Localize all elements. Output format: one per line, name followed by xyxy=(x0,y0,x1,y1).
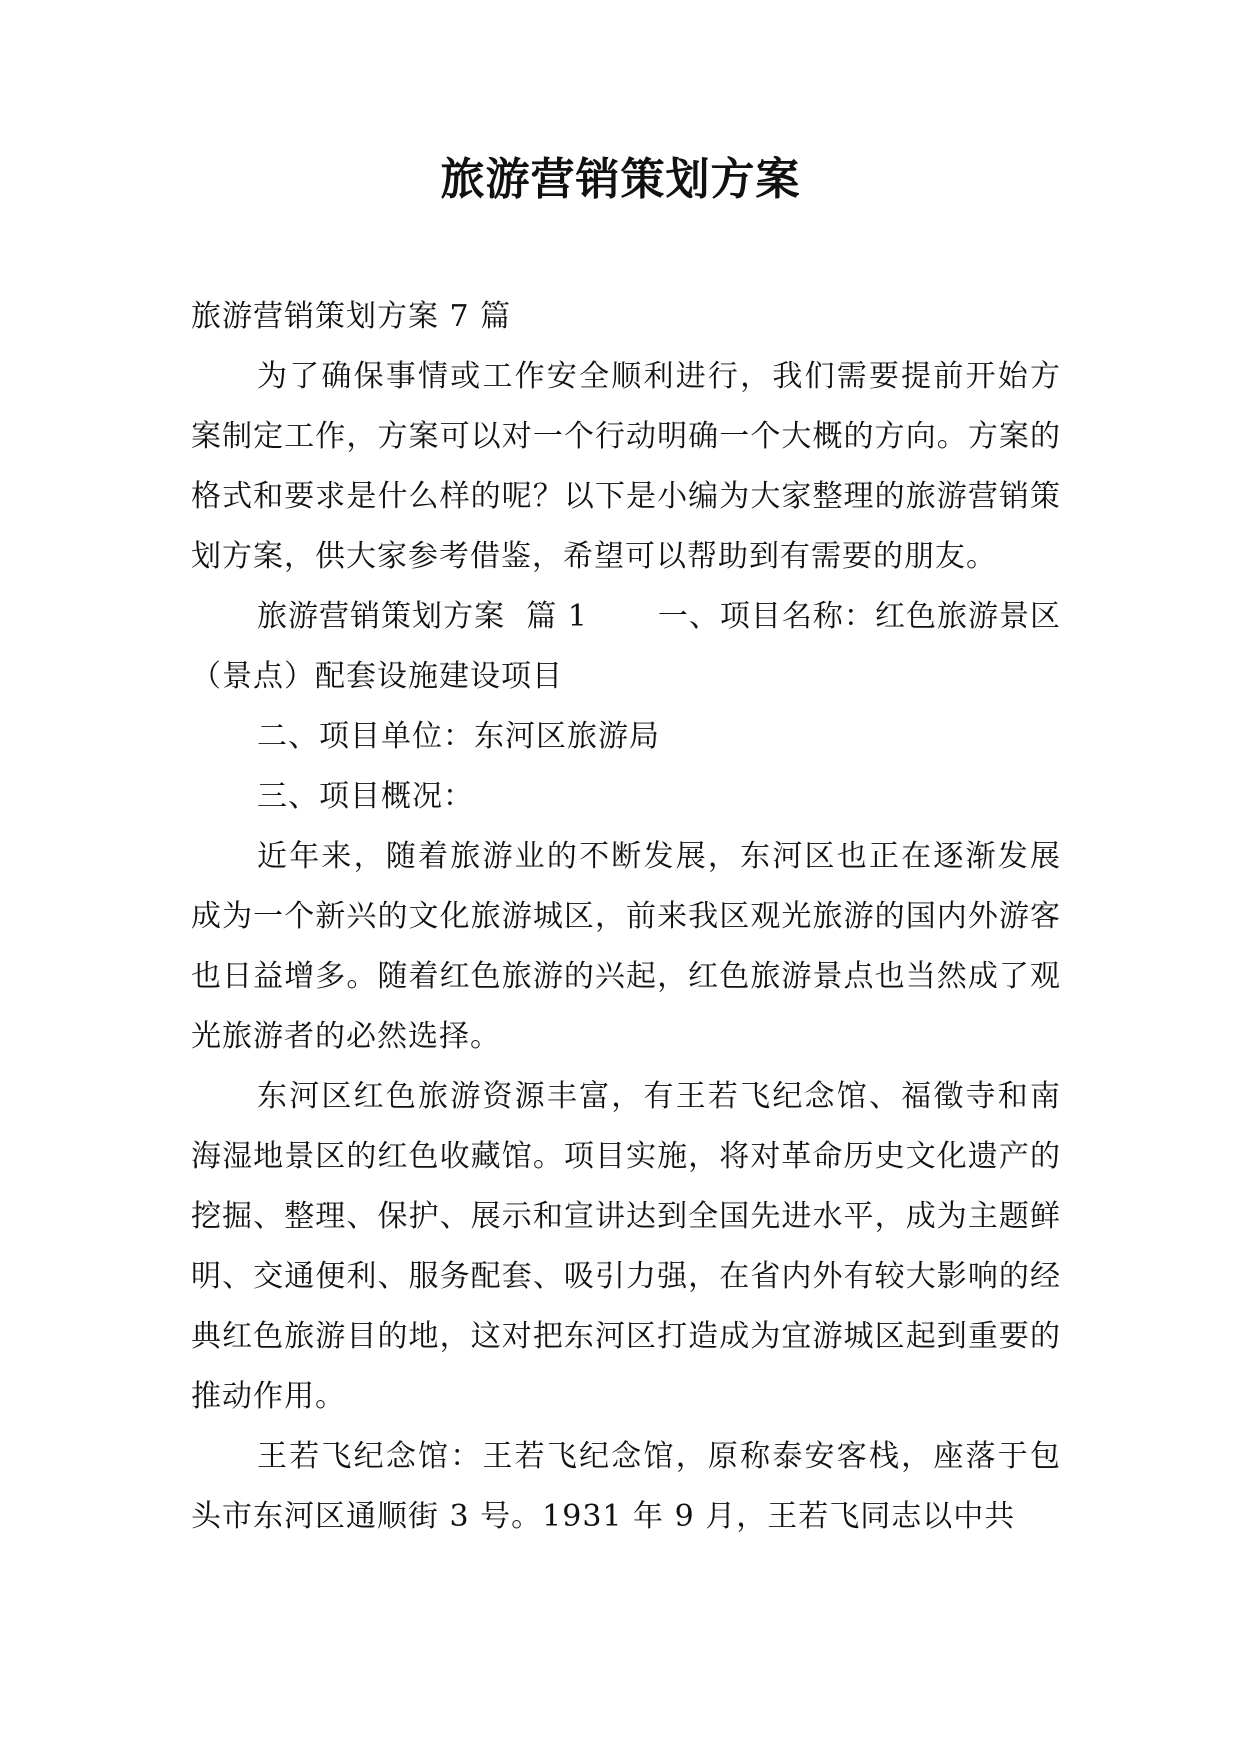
overview-paragraph-1: 近年来，随着旅游业的不断发展，东河区也正在逐渐发展成为一个新兴的文化旅游城区，前来我区观光旅游的国内外游客也日益增多。随着红色旅游的兴起，红色旅游景点也当然成了观光旅游者的必然选择。 xyxy=(191,839,1061,1054)
project-unit: 二、项目单位：东河区旅游局 xyxy=(257,719,660,754)
overview-paragraph-3: 王若飞纪念馆：王若飞纪念馆，原称泰安客栈，座落于包头市东河区通顺街 3 号。1931 年 9 月，王若飞同志以中共 xyxy=(191,1439,1061,1534)
project-name: 一、项目名称：红色旅游景区（景点）配套设施建设项目 xyxy=(191,599,1061,694)
document-title: 旅游营销策划方案 xyxy=(440,154,801,205)
section-1-paragraph xyxy=(191,587,1061,707)
section-1-heading: 旅游营销策划方案 篇 1 xyxy=(257,599,588,634)
document-body xyxy=(191,287,1061,1547)
document-subtitle: 旅游营销策划方案 7 篇 xyxy=(191,299,512,334)
overview-paragraph-2: 东河区红色旅游资源丰富，有王若飞纪念馆、福徵寺和南海湿地景区的红色收藏馆。项目实施，将对革命历史文化遗产的挖掘、整理、保护、展示和宣讲达到全国先进水平，成为主题鲜明、交通便利、服务配套、吸引力强，在省内外有较大影响的经典红色旅游目的地，这对把东河区打造成为宜游城区起到重要的推动作用。 xyxy=(191,1079,1061,1414)
project-overview-heading: 三、项目概况： xyxy=(257,779,474,814)
intro-paragraph: 为了确保事情或工作安全顺利进行，我们需要提前开始方案制定工作，方案可以对一个行动明确一个大概的方向。方案的格式和要求是什么样的呢？以下是小编为大家整理的旅游营销策划方案，供大家参考借鉴，希望可以帮助到有需要的朋友。 xyxy=(191,359,1061,574)
